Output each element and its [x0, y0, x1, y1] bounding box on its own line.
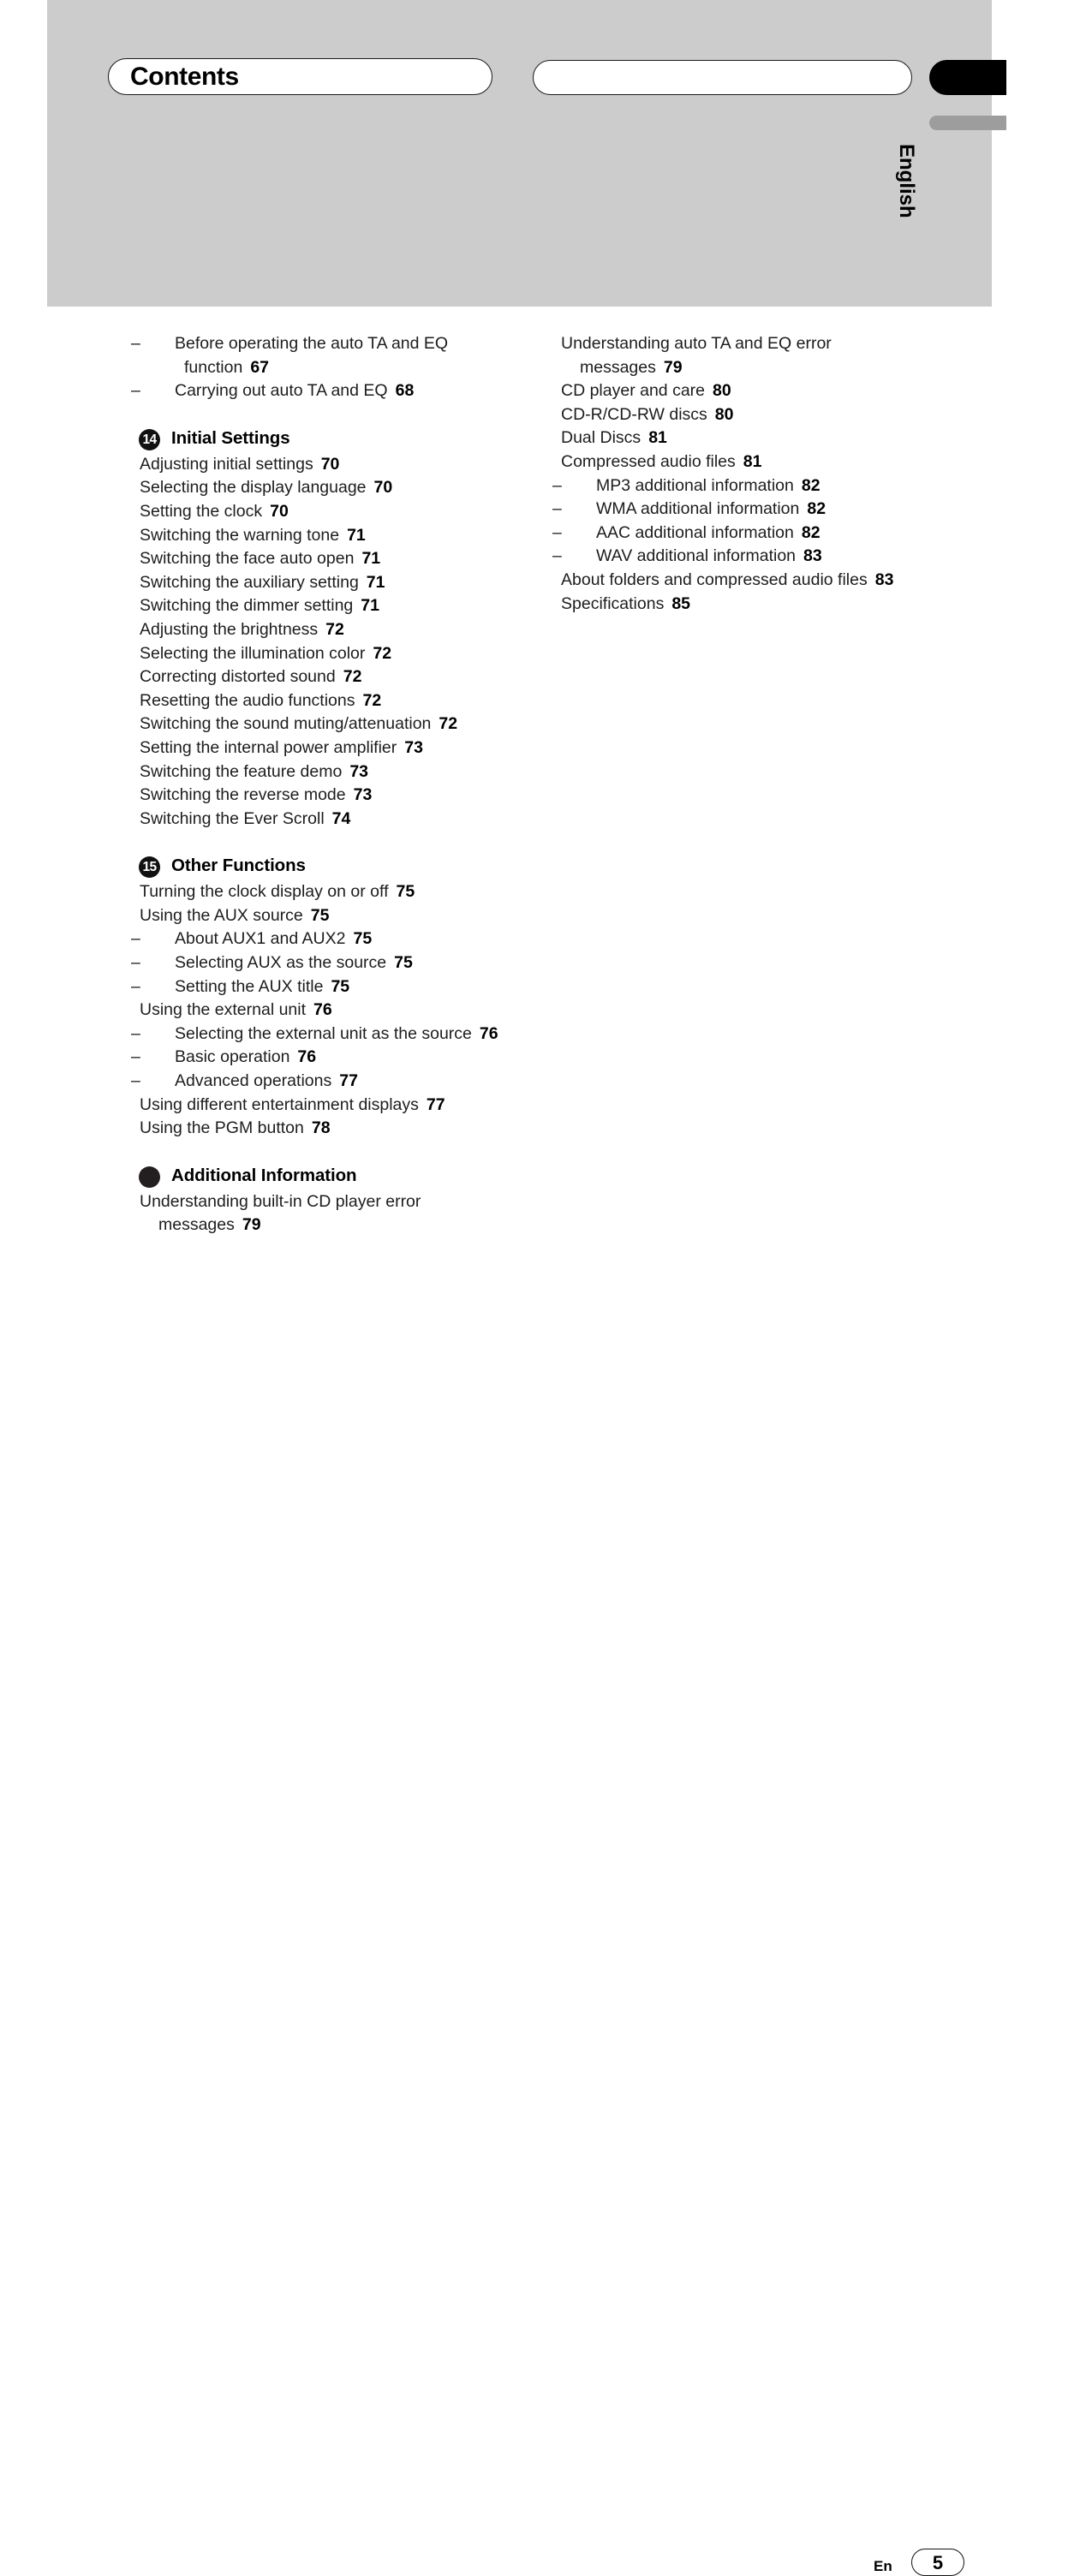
toc-entry-page-number: 75: [331, 976, 350, 996]
grey-edge-tab: [929, 116, 1006, 130]
toc-entry-page-number: 83: [803, 546, 822, 566]
toc-entry-label: Dual Discs: [561, 428, 641, 448]
toc-entry-label: Selecting the display language: [140, 478, 367, 498]
toc-column-left: [131, 332, 508, 1237]
section-number-badge: 15: [139, 856, 160, 878]
toc-entry[interactable]: [140, 880, 508, 904]
toc-entry-label: Switching the sound muting/attenuation: [140, 714, 432, 734]
toc-entry[interactable]: [140, 689, 508, 713]
toc-entry[interactable]: [561, 569, 929, 593]
page-footer: [0, 1273, 1092, 2574]
toc-entry-label: Understanding auto TA and EQ error messages: [561, 334, 832, 377]
entry-dash-icon: –: [131, 1047, 140, 1067]
language-tab-label: English: [895, 144, 918, 218]
toc-entry[interactable]: [131, 951, 508, 975]
section-bullet-icon: [139, 1166, 160, 1188]
toc-entry-label: WAV additional information: [596, 546, 797, 566]
toc-entry[interactable]: [140, 736, 508, 760]
toc-entry-label: Using the external unit: [140, 1000, 307, 1020]
toc-entry[interactable]: [552, 545, 929, 569]
toc-entry-label: Setting the clock: [140, 501, 263, 521]
entry-dash-icon: –: [131, 929, 140, 949]
page-title: Contents: [130, 63, 239, 91]
toc-entry-page-number: 71: [361, 549, 381, 569]
toc-entry[interactable]: [140, 904, 508, 928]
toc-entry-page-number: 72: [373, 643, 392, 663]
toc-entry-label: Setting the AUX title: [175, 976, 324, 996]
toc-entry[interactable]: [140, 1094, 508, 1118]
toc-entry[interactable]: [561, 379, 929, 403]
toc-entry[interactable]: [140, 476, 508, 500]
toc-entry-label: Selecting the external unit as the source: [175, 1023, 472, 1043]
toc-entry-page-number: 82: [801, 522, 820, 542]
toc-entry-page-number: 81: [743, 451, 762, 471]
toc-entry-page-number: 76: [297, 1047, 317, 1067]
entry-dash-icon: –: [552, 499, 562, 519]
toc-entry-label: AAC additional information: [596, 522, 794, 542]
toc-entry-label: Selecting the illumination color: [140, 643, 366, 663]
toc-entry-page-number: 78: [311, 1118, 331, 1138]
toc-entry-page-number: 75: [310, 905, 330, 925]
toc-entry[interactable]: [140, 594, 508, 618]
section-number-badge: 14: [139, 429, 160, 450]
entry-dash-icon: –: [131, 1071, 140, 1091]
toc-entry[interactable]: [140, 784, 508, 808]
toc-entry-page-number: 82: [807, 499, 826, 519]
secondary-empty-pill: [533, 60, 912, 95]
toc-entry-page-number: 81: [648, 428, 667, 448]
toc-entry-page-number: 70: [373, 478, 393, 498]
toc-entry[interactable]: [552, 474, 929, 498]
entry-dash-icon: –: [552, 475, 562, 495]
toc-entry[interactable]: [131, 1070, 508, 1094]
toc-entry-page-number: 75: [394, 953, 413, 973]
toc-entry-label: Switching the dimmer setting: [140, 596, 354, 616]
toc-entry-page-number: 68: [395, 381, 415, 401]
toc-entry-page-number: 77: [426, 1094, 445, 1114]
toc-entry[interactable]: [140, 524, 508, 548]
entry-dash-icon: –: [552, 522, 562, 542]
toc-entry[interactable]: [140, 547, 508, 571]
toc-entry-label: Advanced operations: [175, 1071, 332, 1091]
toc-entry[interactable]: [561, 403, 929, 427]
toc-entry[interactable]: [140, 713, 508, 736]
toc-entry[interactable]: [140, 571, 508, 595]
toc-entry[interactable]: [140, 1190, 508, 1237]
toc-section-heading: [140, 428, 508, 452]
black-edge-tab: [929, 60, 1006, 95]
toc-entry-label: Resetting the audio functions: [140, 690, 355, 710]
footer-page-number: 5: [932, 2552, 944, 2573]
toc-entry-page-number: 71: [361, 596, 379, 616]
toc-entry-label: Switching the feature demo: [140, 761, 343, 781]
toc-entry-page-number: 75: [396, 882, 415, 902]
toc-column-right: [552, 332, 929, 616]
toc-entry-label: Before operating the auto TA and EQ function: [175, 334, 449, 377]
toc-entry[interactable]: [131, 975, 508, 999]
toc-entry[interactable]: [140, 500, 508, 524]
entry-dash-icon: –: [552, 546, 562, 566]
toc-entry-page-number: 76: [479, 1023, 498, 1043]
toc-entry-page-number: 71: [347, 525, 366, 545]
toc-entry[interactable]: [561, 593, 929, 617]
toc-entry[interactable]: [131, 1023, 508, 1046]
toc-entry-label: Using the PGM button: [140, 1118, 304, 1138]
section-title: Additional Information: [171, 1165, 357, 1185]
toc-entry[interactable]: [561, 426, 929, 450]
toc-entry-label: WMA additional information: [596, 499, 800, 519]
toc-entry-page-number: 83: [874, 569, 894, 589]
toc-entry-label: Switching the auxiliary setting: [140, 572, 359, 592]
toc-entry[interactable]: [140, 453, 508, 477]
toc-entry-page-number: 72: [362, 690, 382, 710]
toc-entry-page-number: 70: [270, 501, 289, 521]
toc-entry-label: CD player and care: [561, 381, 705, 401]
entry-dash-icon: –: [131, 976, 140, 996]
toc-entry-label: Using different entertainment displays: [140, 1094, 419, 1114]
toc-entry-page-number: 73: [353, 785, 373, 805]
toc-entry[interactable]: [131, 927, 508, 951]
header-grey-band-right-edge: [942, 0, 992, 307]
toc-entry-label: Specifications: [561, 593, 665, 613]
toc-entry-page-number: 72: [325, 619, 344, 639]
toc-entry-page-number: 70: [320, 454, 340, 474]
toc-entry-page-number: 79: [242, 1215, 261, 1235]
toc-entry-page-number: 71: [366, 572, 385, 592]
entry-dash-icon: –: [131, 1023, 140, 1043]
toc-entry[interactable]: [140, 808, 508, 832]
entry-dash-icon: –: [131, 334, 140, 353]
toc-entry-label: Correcting distorted sound: [140, 667, 336, 687]
toc-entry-page-number: 85: [671, 593, 691, 613]
toc-entry[interactable]: [561, 450, 929, 474]
toc-entry-page-number: 82: [801, 475, 820, 495]
entry-dash-icon: –: [131, 953, 140, 973]
toc-entry-page-number: 77: [339, 1071, 358, 1091]
toc-entry-page-number: 79: [663, 357, 683, 377]
toc-entry[interactable]: [131, 379, 508, 403]
toc-entry-page-number: 73: [404, 737, 423, 757]
toc-entry[interactable]: [552, 522, 929, 546]
toc-entry[interactable]: [561, 332, 929, 379]
toc-entry-label: Switching the reverse mode: [140, 785, 346, 805]
toc-entry[interactable]: [140, 999, 508, 1023]
toc-entry-page-number: 73: [349, 761, 369, 781]
toc-entry-label: Selecting AUX as the source: [175, 953, 387, 973]
toc-entry-label: CD-R/CD-RW discs: [561, 404, 707, 424]
toc-entry[interactable]: [140, 618, 508, 642]
toc-entry[interactable]: [131, 1046, 508, 1070]
footer-language-code: En: [874, 2558, 892, 2574]
toc-section-heading: [140, 856, 508, 880]
toc-entry-label: Adjusting initial settings: [140, 454, 313, 474]
toc-entry-page-number: 74: [331, 808, 351, 828]
toc-entry[interactable]: [131, 332, 508, 379]
toc-entry-page-number: 72: [343, 667, 362, 687]
toc-entry[interactable]: [140, 760, 508, 784]
toc-entry-page-number: 76: [313, 1000, 332, 1020]
toc-entry-label: Adjusting the brightness: [140, 619, 319, 639]
toc-entry-label: Basic operation: [175, 1047, 290, 1067]
toc-entry-label: Switching the Ever Scroll: [140, 808, 325, 828]
toc-entry[interactable]: [140, 665, 508, 689]
section-title: Initial Settings: [171, 427, 290, 448]
toc-entry-label: About AUX1 and AUX2: [175, 929, 346, 949]
toc-entry-page-number: 80: [713, 381, 731, 401]
toc-entry[interactable]: [552, 498, 929, 522]
toc-entry-label: Using the AUX source: [140, 905, 303, 925]
section-title: Other Functions: [171, 856, 306, 876]
toc-entry-label: Turning the clock display on or off: [140, 882, 389, 902]
toc-entry-label: About folders and compressed audio files: [561, 569, 868, 589]
toc-entry-label: Compressed audio files: [561, 451, 736, 471]
toc-entry-label: Understanding built-in CD player error messages: [140, 1191, 421, 1235]
toc-entry-label: MP3 additional information: [596, 475, 794, 495]
toc-entry-label: Switching the warning tone: [140, 525, 340, 545]
toc-entry-page-number: 80: [714, 404, 734, 424]
toc-entry-page-number: 72: [439, 714, 458, 734]
toc-entry-label: Carrying out auto TA and EQ: [175, 381, 388, 401]
toc-section-heading: [140, 1166, 508, 1190]
toc-entry-label: Switching the face auto open: [140, 549, 355, 569]
toc-entry-page-number: 67: [250, 357, 270, 377]
toc-entry[interactable]: [140, 1117, 508, 1141]
toc-entry-label: Setting the internal power amplifier: [140, 737, 397, 757]
toc-entry[interactable]: [140, 642, 508, 666]
entry-dash-icon: –: [131, 381, 140, 401]
toc-entry-page-number: 75: [353, 929, 373, 949]
header-grey-band: [47, 0, 992, 307]
